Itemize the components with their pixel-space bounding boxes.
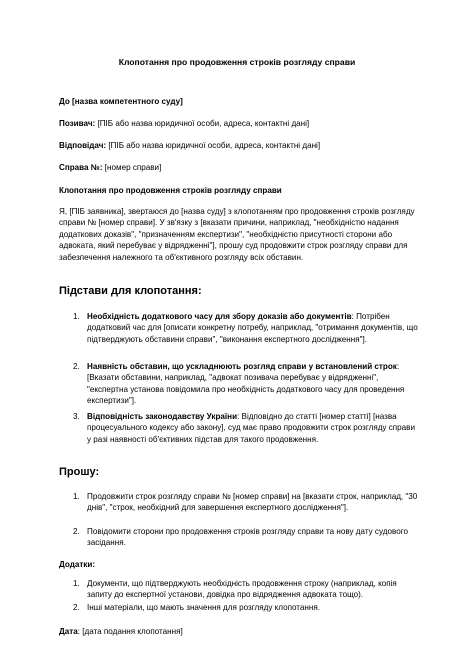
attachments-heading: Додатки: — [59, 560, 96, 569]
plaintiff-line — [59, 118, 419, 129]
grounds-item-text: : Потрібен додатковий час для [описати конкретну потребу, наприклад, "отримання документів, що підтверджують обставини справи", "виконання експертного дослідження"]. — [87, 312, 418, 344]
intro-paragraph: Я, [ПІБ заявника], звертаюся до [назва суду] з клопотанням про продовження строків розгляду справи № [номер справи]. У зв'язку з [вказати причини, наприклад, "необхідністю надання додаткових доказів", "призначенням експертизи", "необхідністю присутності сторони або адвоката, який перебуває у відрядженні"], прошу суд продовжити строк розгляду справи для забезпечення належного та об'єктивного розгляду всіх обставин. — [59, 207, 415, 262]
grounds-item-title: Відповідність законодавству України — [87, 412, 238, 421]
case-value: [номер справи] — [102, 163, 162, 172]
request-item-number: 2. — [73, 527, 80, 536]
grounds-item-number: 1. — [73, 312, 80, 321]
attachments-item: Документи, що підтверджують необхідність продовження строку (наприклад, копія запиту до експертної установи, довідка про відрядження адвоката тощо). — [87, 579, 397, 600]
grounds-heading: Підстави для клопотання: — [59, 285, 202, 297]
grounds-item-number: 2. — [73, 362, 80, 371]
defendant-value: [ПІБ або назва юридичної особи, адреса, контактні дані] — [106, 141, 321, 150]
grounds-item — [87, 361, 421, 407]
grounds-item — [87, 311, 421, 345]
request-item-number: 1. — [73, 492, 80, 501]
defendant-line — [59, 140, 419, 151]
defendant-label: Відповідач: — [59, 141, 107, 150]
date-line — [59, 626, 419, 637]
grounds-item-number: 3. — [73, 412, 80, 421]
document-title: Клопотання про продовження строків розгляду справи — [118, 57, 356, 67]
grounds-item-text: : [Вказати обставини, наприклад, "адвокат позивача перебуває у відрядженні", "експертна установа повідомила про необхідність додаткового часу для проведення експертизи"]. — [87, 362, 405, 406]
court-addressee: До [назва компетентного суду] — [59, 97, 183, 106]
grounds-item-text: : Відповідно до статті [номер статті] [назва процесуального кодексу або закону], суд має право продовжити строк розгляду справи у разі наявності об'єктивних підстав для такого продовження. — [87, 412, 415, 444]
case-label: Справа №: — [59, 163, 103, 172]
plaintiff-label: Позивач: — [59, 119, 96, 128]
attachments-item-number: 2. — [73, 603, 80, 612]
attachments-item-number: 1. — [73, 579, 80, 588]
plaintiff-value: [ПІБ або назва юридичної особи, адреса, контактні дані] — [95, 119, 310, 128]
case-number-line — [59, 162, 419, 173]
grounds-item — [87, 411, 421, 445]
attachments-item: Інші матеріали, що мають значення для розгляду клопотання. — [87, 603, 320, 612]
request-heading: Прошу: — [59, 466, 100, 478]
request-item: Продовжити строк розгляду справи № [номер справи] на [вказати строк, наприклад, "30 днів", "строк, необхідний для завершення експертного дослідження"]. — [87, 492, 418, 513]
grounds-item-title: Необхідність додаткового часу для збору доказів або документів — [87, 312, 352, 321]
request-item: Повідомити сторони про продовження строків розгляду справи та нову дату судового засідання. — [87, 527, 408, 548]
section-subtitle: Клопотання про продовження строків розгляду справи — [59, 186, 282, 195]
date-label: Дата — [59, 627, 78, 636]
grounds-item-title: Наявність обставин, що ускладнюють розгляд справи у встановлений строк — [87, 362, 397, 371]
date-value: : [дата подання клопотання] — [77, 627, 183, 636]
